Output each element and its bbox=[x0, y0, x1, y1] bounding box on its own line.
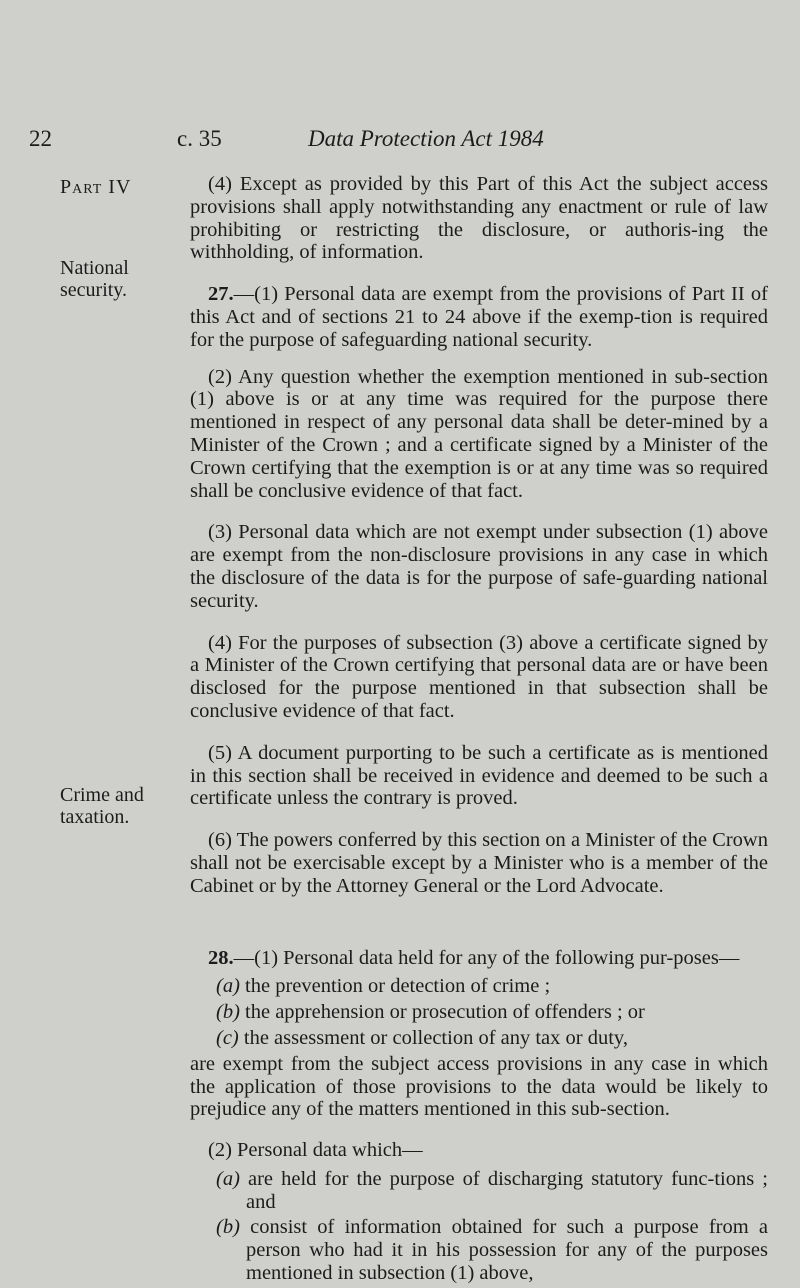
item-marker: (c) bbox=[216, 1026, 239, 1049]
item-marker: (b) bbox=[216, 1216, 240, 1239]
item-marker: (a) bbox=[216, 975, 240, 998]
margin-part-label: Part IV bbox=[60, 176, 132, 198]
sec28-p1-text: —(1) Personal data held for any of the following pur-poses— bbox=[233, 946, 740, 969]
sec27-paragraph-4: (4) For the purposes of subsection (3) above a certificate signed by a Minister of the Crown certifying that personal data are or have been disclosed for the purpose mentioned in that subsection shall be conclusive evidence of that fact. bbox=[190, 631, 768, 722]
sec27-paragraph-2: (2) Any question whether the exemption mentioned in sub-section (1) above is or at any time was required for the purpose there mentioned in respect of any personal data shall be deter-mined by a Minister of the Crown ; and a certificate signed by a Minister of the Crown certifying that the exemption is or at any time was so required shall be conclusive evidence of that fact. bbox=[190, 365, 768, 502]
sec27-paragraph-3: (3) Personal data which are not exempt under subsection (1) above are exempt from the non-disclosure provisions in any case in which the disclosure of the data is for the purpose of safe-guarding national security. bbox=[190, 521, 768, 612]
sec28-number: 28. bbox=[208, 946, 234, 969]
margin-note-crime-taxation: Crime and taxation. bbox=[60, 784, 144, 828]
sec27-paragraph-1 bbox=[190, 283, 768, 351]
sec27-number: 27. bbox=[208, 283, 234, 306]
margin-note-national-security: National security. bbox=[60, 257, 129, 301]
item-marker: (b) bbox=[216, 1001, 240, 1024]
sec28-paragraph-2: (2) Personal data which— bbox=[208, 1139, 423, 1162]
sec26-paragraph-4: (4) Except as provided by this Part of this Act the subject access provisions shall apply notwithstanding any enactment or rule of law prohibiting or restricting the disclosure, or authoris-ing the withholding, of information. bbox=[190, 173, 768, 264]
sec28-p1-item-a bbox=[190, 975, 768, 998]
sec28-paragraph-1 bbox=[190, 947, 768, 970]
statute-body bbox=[190, 173, 768, 1288]
item-text: the assessment or collection of any tax or duty, bbox=[238, 1026, 628, 1049]
sec28-p2-item-b bbox=[190, 1216, 768, 1284]
item-text: the apprehension or prosecution of offenders ; or bbox=[239, 1001, 645, 1024]
sec28-p1-item-b bbox=[190, 1001, 768, 1024]
act-title: Data Protection Act 1984 bbox=[308, 126, 544, 151]
sec27-paragraph-6: (6) The powers conferred by this section on a Minister of the Crown shall not be exercisable except by a Minister who is a member of the Cabinet or by the Attorney General or the Lord Advocate. bbox=[190, 829, 768, 897]
sec27-paragraph-5: (5) A document purporting to be such a certificate as is mentioned in this section shall be received in evidence and deemed to be such a certificate unless the contrary is proved. bbox=[190, 741, 768, 810]
item-text: consist of information obtained for such a purpose from a person who had it in his possession for any of the purposes mentioned in subsection (1) above, bbox=[239, 1216, 768, 1285]
page-number: 22 bbox=[29, 126, 52, 151]
sec28-p2-item-a bbox=[190, 1168, 768, 1214]
chapter-reference: c. 35 bbox=[177, 126, 222, 151]
item-marker: (a) bbox=[216, 1167, 240, 1190]
sec28-p1-item-c bbox=[190, 1027, 768, 1050]
sec27-p1-text: —(1) Personal data are exempt from the provisions of Part II of this Act and of sections 21 to 24 above if the exemp-tion is required for the purpose of safeguarding national security. bbox=[190, 283, 768, 351]
item-text: the prevention or detection of crime ; bbox=[239, 975, 551, 998]
item-text: are held for the purpose of discharging statutory func-tions ; and bbox=[239, 1167, 768, 1213]
sec28-p1-continuation: are exempt from the subject access provisions in any case in which the application of those provisions to the data would be likely to prejudice any of the matters mentioned in this sub-section. bbox=[190, 1052, 768, 1121]
